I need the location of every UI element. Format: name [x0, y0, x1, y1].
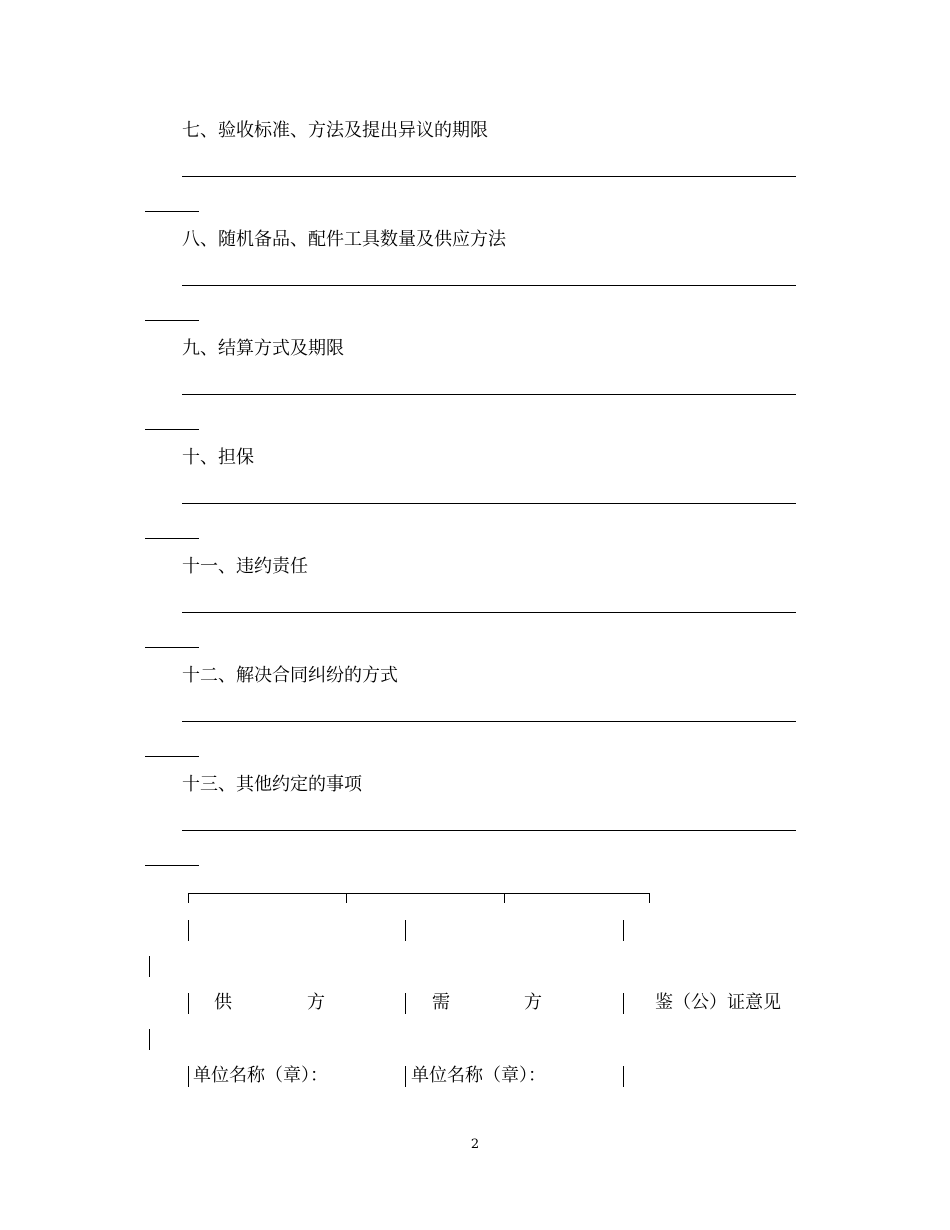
- blank-line-continuation: [145, 647, 199, 648]
- blank-line-continuation: [145, 429, 199, 430]
- section-heading-other-matters: 十三、其他约定的事项: [182, 774, 362, 795]
- blank-line-continuation: [145, 211, 199, 212]
- blank-line-continuation: [145, 865, 199, 866]
- section-heading-spare-parts: 八、随机备品、配件工具数量及供应方法: [182, 229, 506, 250]
- blank-line: [182, 721, 796, 722]
- buyer-header-char: 方: [524, 992, 542, 1013]
- table-corner-tick: [188, 893, 189, 903]
- blank-line: [182, 285, 796, 286]
- notary-opinion-header: 鉴（公）证意见: [655, 992, 781, 1013]
- table-cell-border: [623, 920, 624, 941]
- table-column-tick: [346, 893, 347, 903]
- table-cell-border: [405, 993, 406, 1014]
- table-cell-border: [149, 1029, 150, 1050]
- section-heading-liability: 十一、违约责任: [182, 556, 308, 577]
- table-cell-border: [149, 956, 150, 977]
- buyer-header-char: 需: [432, 992, 450, 1013]
- supplier-header-char: 供: [214, 992, 232, 1013]
- blank-line: [182, 176, 796, 177]
- buyer-unit-name-label: 单位名称（章）：: [411, 1065, 546, 1086]
- blank-line-continuation: [145, 320, 199, 321]
- table-top-border: [188, 893, 650, 894]
- table-cell-border: [623, 993, 624, 1014]
- table-cell-border: [188, 1066, 189, 1087]
- blank-line: [182, 830, 796, 831]
- section-heading-acceptance: 七、验收标准、方法及提出异议的期限: [182, 120, 488, 141]
- page-number: 2: [470, 1137, 480, 1152]
- blank-line-continuation: [145, 756, 199, 757]
- blank-line: [182, 612, 796, 613]
- table-cell-border: [405, 920, 406, 941]
- section-heading-dispute-resolution: 十二、解决合同纠纷的方式: [182, 665, 398, 686]
- blank-line: [182, 503, 796, 504]
- table-cell-border: [188, 993, 189, 1014]
- supplier-header-char: 方: [307, 992, 325, 1013]
- blank-line: [182, 394, 796, 395]
- table-cell-border: [405, 1066, 406, 1087]
- table-cell-border: [188, 920, 189, 941]
- table-column-tick: [504, 893, 505, 903]
- section-heading-settlement: 九、结算方式及期限: [182, 338, 344, 359]
- table-corner-tick: [649, 893, 650, 903]
- table-cell-border: [623, 1066, 624, 1087]
- supplier-unit-name-label: 单位名称（章）：: [193, 1065, 328, 1086]
- section-heading-guarantee: 十、担保: [182, 447, 254, 468]
- blank-line-continuation: [145, 538, 199, 539]
